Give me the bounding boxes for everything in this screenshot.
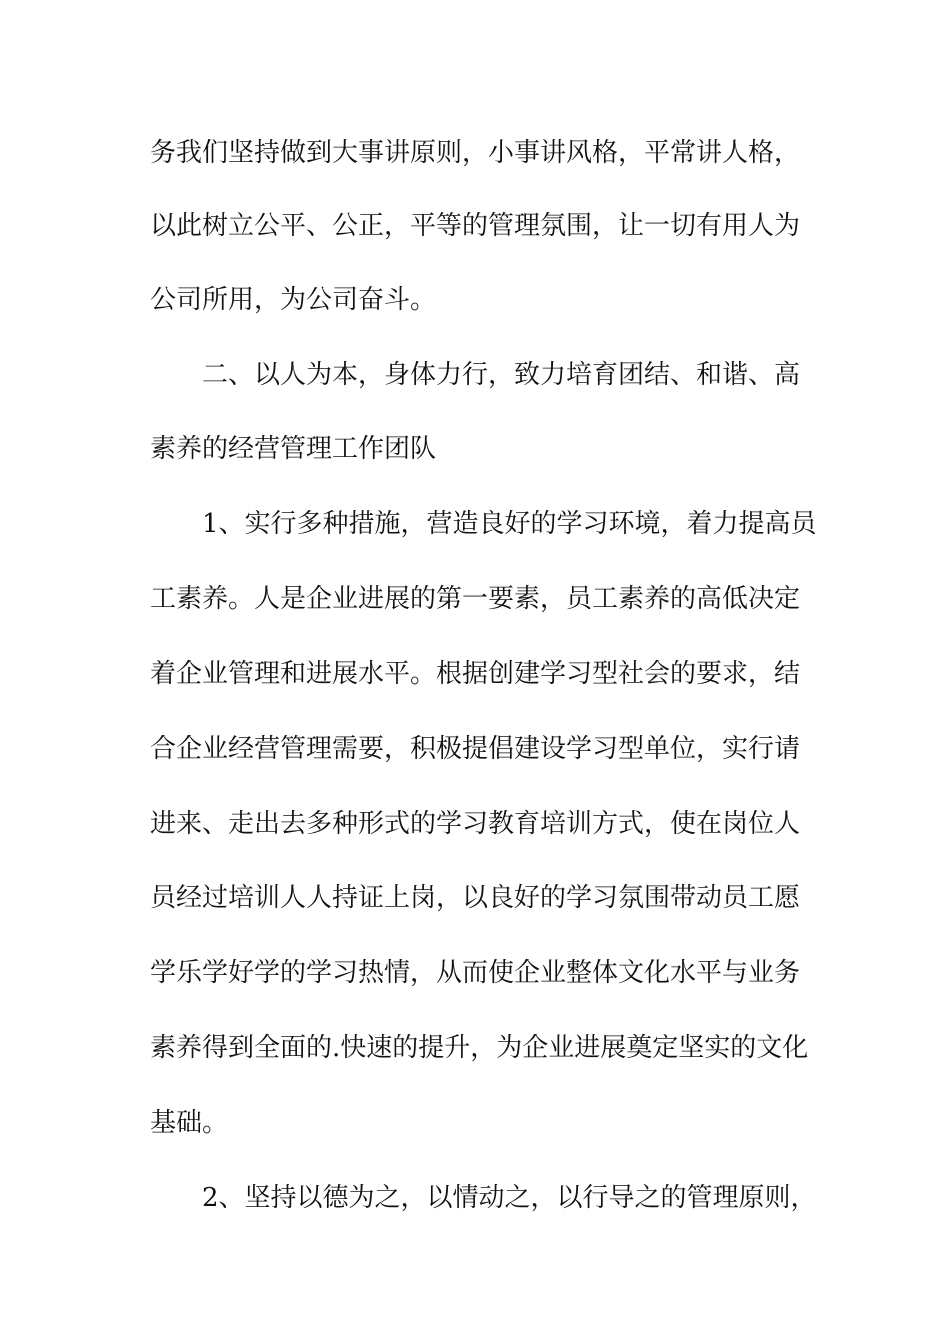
body-text-line: 以此树立公平、公正，平等的管理氛围，让一切有用人为 [150,211,801,241]
body-text-line: 着企业管理和进展水平。根据创建学习型社会的要求，结 [150,659,801,689]
body-text-line: 务我们坚持做到大事讲原则，小事讲风格，平常讲人格， [150,138,801,168]
body-text-line: 1、实行多种措施，营造良好的学习环境，着力提高员 [202,509,817,539]
body-text-line: 基础。 [150,1108,229,1138]
section-heading-line: 素养的经营管理工作团队 [150,434,437,464]
body-text-line: 2、坚持以德为之，以情动之，以行导之的管理原则， [202,1183,817,1213]
body-text-line: 进来、走出去多种形式的学习教育培训方式，使在岗位人 [150,809,801,839]
body-text-line: 公司所用，为公司奋斗。 [150,285,437,315]
body-text-line: 学乐学好学的学习热情，从而使企业整体文化水平与业务 [150,958,801,988]
body-text-line: 素养得到全面的.快速的提升，为企业进展奠定坚实的文化 [150,1033,809,1063]
body-text-line: 合企业经营管理需要，积极提倡建设学习型单位，实行请 [150,734,801,764]
section-heading-line: 二、以人为本，身体力行，致力培育团结、和谐、高 [202,360,801,390]
body-text-line: 工素养。人是企业进展的第一要素，员工素养的高低决定 [150,584,801,614]
body-text-line: 员经过培训人人持证上岗，以良好的学习氛围带动员工愿 [150,883,801,913]
